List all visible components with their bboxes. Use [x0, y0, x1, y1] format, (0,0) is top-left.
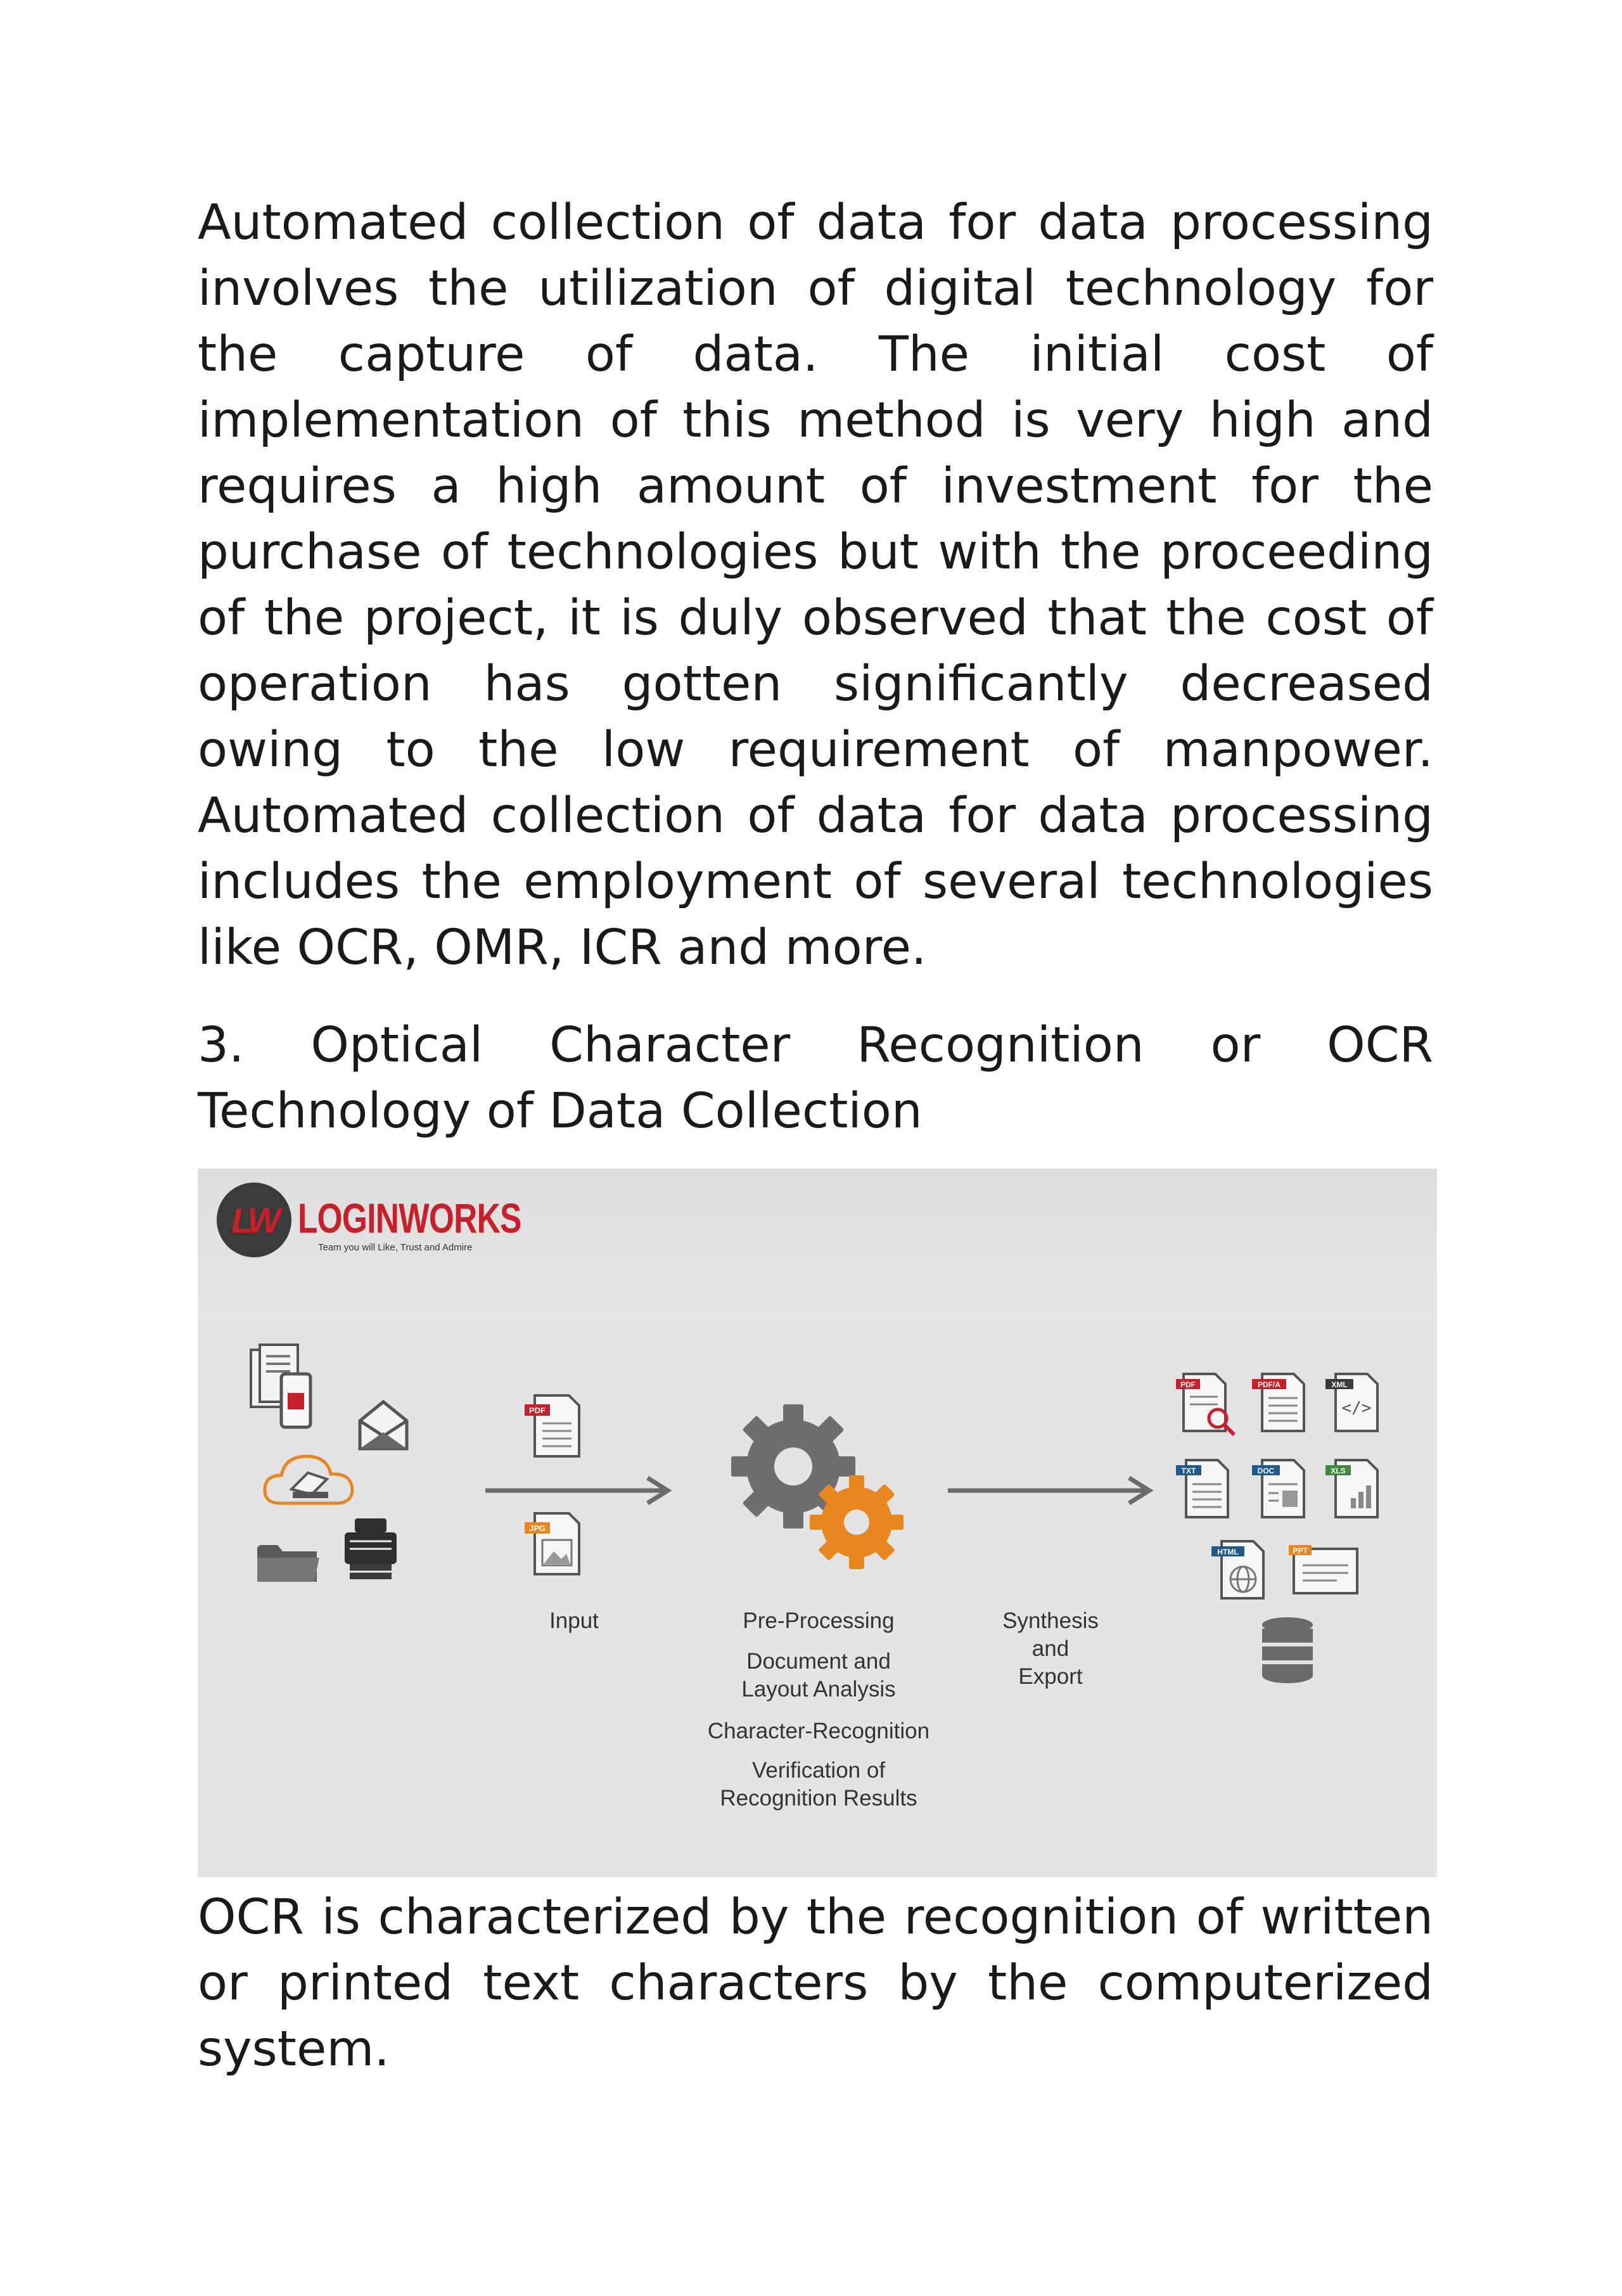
paragraph-line: system. — [198, 2021, 390, 2077]
paragraph-line: or printed text characters by the computerized — [198, 1955, 1433, 2011]
printer-icon — [336, 1516, 406, 1586]
pdf-file-icon — [522, 1393, 585, 1459]
format-tag: XML — [1331, 1380, 1348, 1389]
logo-name: LOGINWORKS — [298, 1195, 521, 1241]
paragraph-line: Automated collection of data for data processing — [198, 788, 1433, 844]
synthesis-label: Synthesis and Export — [1002, 1608, 1099, 1689]
cloud-scanner-icon — [261, 1447, 356, 1511]
scanner-documents-icon — [248, 1344, 318, 1432]
database-icon — [1256, 1615, 1319, 1684]
format-tag: HTML — [1217, 1548, 1239, 1556]
paragraph-line: purchase of technologies but with the proceeding — [198, 524, 1433, 580]
process-step: Pre-Processing — [743, 1608, 895, 1633]
paragraph-line: owing to the low requirement of manpower. — [198, 722, 1433, 778]
format-tag: TXT — [1181, 1466, 1196, 1475]
arrow-right-icon — [484, 1472, 674, 1510]
paragraph-line: implementation of this method is very high and — [198, 392, 1433, 449]
pdf-search-file-icon — [1173, 1370, 1243, 1440]
folder-icon — [253, 1536, 323, 1587]
paragraph-line: involves the utilization of digital technology for — [198, 260, 1433, 317]
arrow-right-icon — [947, 1472, 1156, 1510]
xml-file-icon — [1323, 1370, 1386, 1433]
pdfa-file-icon — [1249, 1370, 1313, 1433]
jpg-file-icon — [522, 1511, 585, 1577]
format-tag: PDF — [529, 1406, 546, 1415]
format-tag: XLS — [1331, 1466, 1346, 1475]
paragraph-line: Automated collection of data for data processing — [198, 195, 1433, 251]
paragraph-line: requires a high amount of investment for the — [198, 458, 1433, 515]
paragraph-line: the capture of data. The initial cost of — [198, 326, 1433, 383]
ppt-file-icon — [1286, 1542, 1362, 1600]
doc-file-icon — [1249, 1456, 1313, 1520]
paragraph-line: OCR is characterized by the recognition of written — [198, 1889, 1433, 1946]
format-tag: PDF/A — [1258, 1380, 1280, 1389]
html-file-icon — [1209, 1537, 1275, 1603]
section-heading — [198, 1013, 1433, 1145]
format-tag: PDF — [1180, 1380, 1196, 1389]
logo-mark: LW — [217, 1183, 291, 1257]
ocr-definition-paragraph — [198, 1885, 1433, 2082]
intro-paragraph — [198, 190, 1433, 981]
process-step: Document and Layout Analysis — [741, 1649, 896, 1702]
paragraph-line: includes the employment of several technologies — [198, 854, 1433, 910]
process-step: Character-Recognition — [707, 1719, 930, 1743]
envelope-icon — [355, 1397, 412, 1454]
heading-line: 3. Optical Character Recognition or OCR — [198, 1017, 1433, 1074]
paragraph-line: of the project, it is duly observed that the cost of — [198, 590, 1433, 646]
heading-line: Technology of Data Collection — [198, 1083, 923, 1139]
input-label: Input — [549, 1608, 599, 1633]
document-page — [198, 190, 1433, 2082]
format-tag: PPT — [1293, 1546, 1308, 1555]
format-tag: JPG — [528, 1523, 546, 1533]
format-tag: DOC — [1257, 1466, 1275, 1475]
logo-tagline: Team you will Like, Trust and Admire — [318, 1242, 473, 1253]
paragraph-line: like OCR, OMR, ICR and more. — [198, 920, 927, 976]
ocr-process-figure — [198, 1169, 1437, 1877]
svg-text:</>: </> — [1341, 1399, 1372, 1418]
paragraph-line: operation has gotten significantly decreased — [198, 656, 1433, 712]
gears-icon — [730, 1403, 914, 1574]
xls-file-icon — [1323, 1456, 1386, 1520]
txt-file-icon — [1173, 1456, 1237, 1520]
process-step: Verification of Recognition Results — [720, 1758, 917, 1811]
